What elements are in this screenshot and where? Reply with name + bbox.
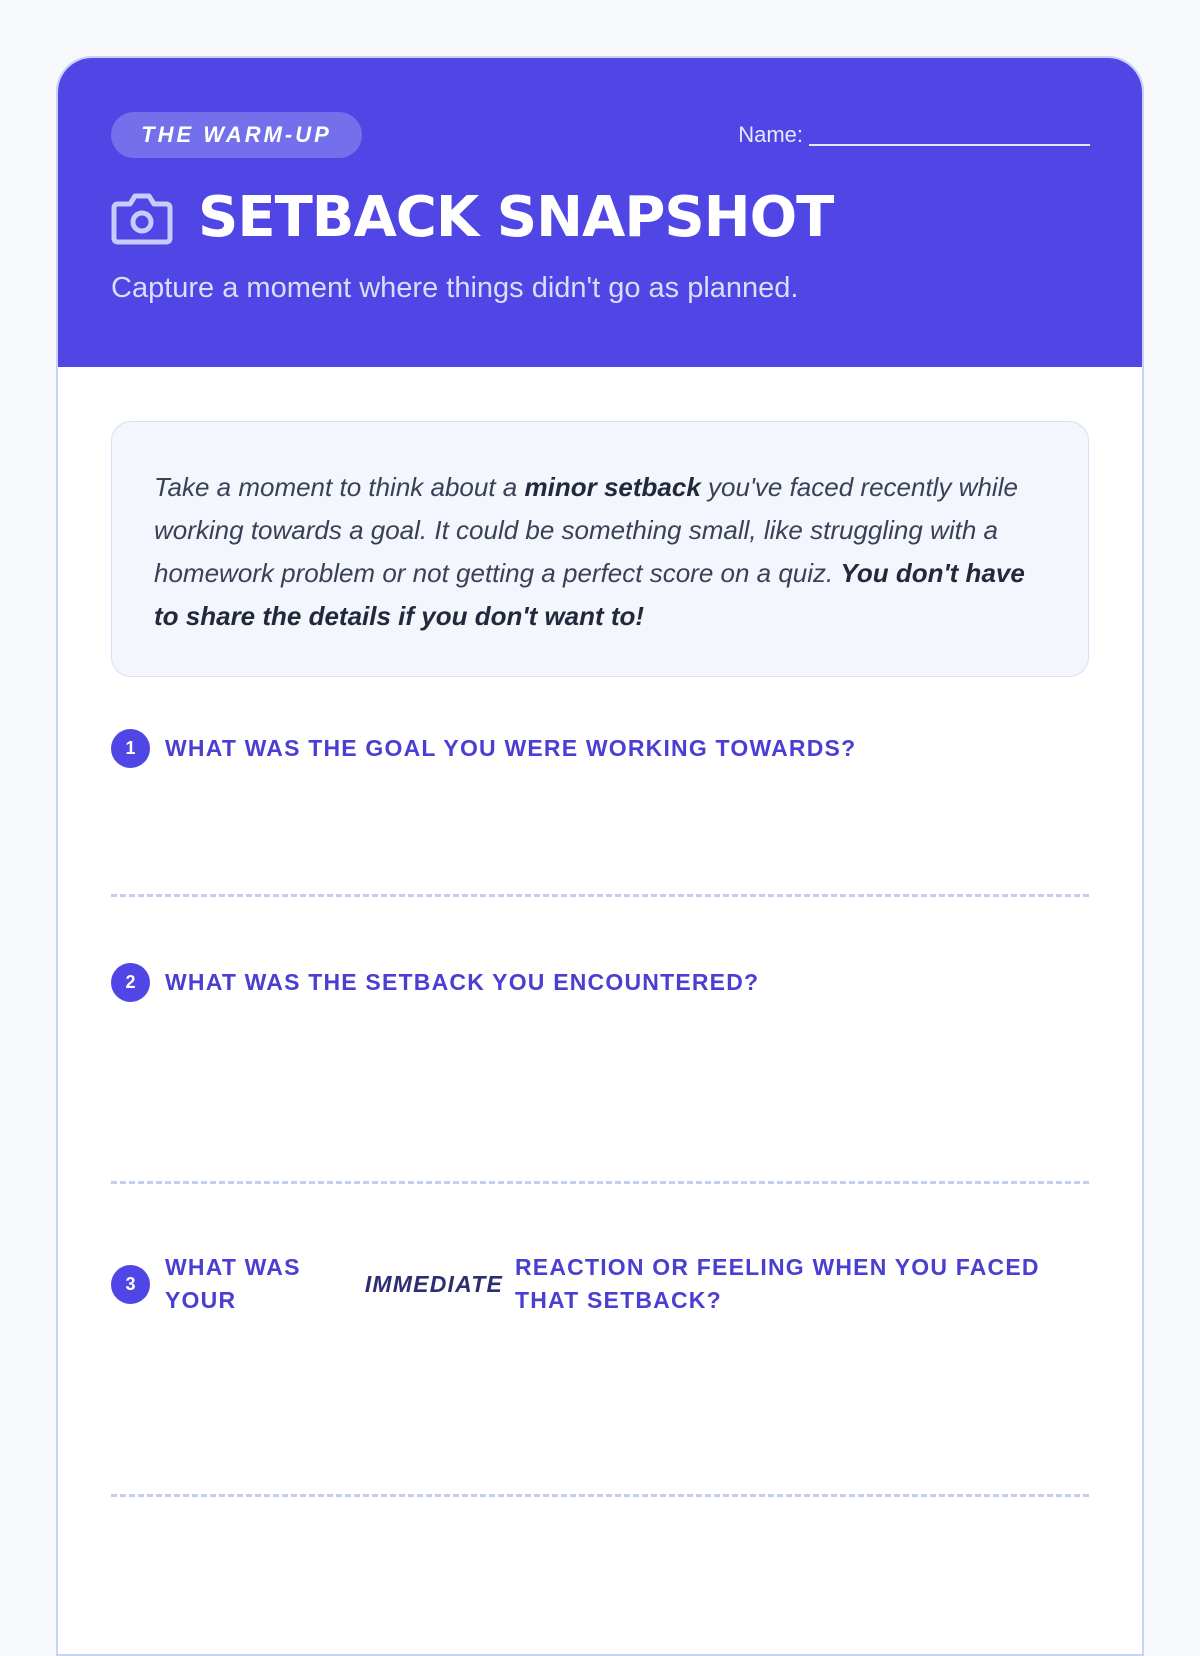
question-2	[111, 963, 1089, 1002]
name-blank-line[interactable]	[809, 144, 1090, 146]
question-3	[111, 1251, 1089, 1317]
worksheet-header	[58, 58, 1142, 367]
question-number-badge: 1	[111, 729, 150, 768]
page-title: SETBACK SNAPSHOT	[198, 185, 834, 250]
answer-line-3[interactable]	[111, 1494, 1089, 1497]
question-number-badge: 3	[111, 1265, 150, 1304]
section-badge-label: THE WARM-UP	[141, 122, 332, 147]
answer-line-1[interactable]	[111, 894, 1089, 897]
camera-icon	[110, 190, 174, 246]
name-field[interactable]	[738, 120, 1090, 148]
instructions-emphasis-2: You don't have to share the details if you don't want to!	[154, 558, 1025, 631]
instructions-emphasis-1: minor setback	[524, 472, 701, 502]
question-text-end: REACTION OR FEELING WHEN YOU FACED THAT SETBACK?	[515, 1254, 1040, 1313]
page-subtitle: Capture a moment where things didn't go as planned.	[111, 272, 799, 304]
name-label: Name:	[738, 122, 803, 147]
instructions-part-2: you've faced recently while working towards a goal. It could be something small, like struggling with a homework problem or not getting a perfect score on a quiz.	[154, 472, 1018, 588]
question-text: WHAT WAS THE GOAL YOU WERE WORKING TOWARDS?	[165, 735, 857, 761]
section-badge	[111, 112, 362, 158]
question-text: WHAT WAS THE SETBACK YOU ENCOUNTERED?	[165, 969, 760, 995]
worksheet-card	[56, 56, 1144, 1656]
question-emphasis: IMMEDIATE	[364, 1270, 503, 1297]
instructions-part-1: Take a moment to think about a	[154, 472, 525, 502]
instructions-text	[154, 466, 1046, 638]
question-1	[111, 729, 1089, 768]
question-text-start: WHAT WAS YOUR	[165, 1254, 301, 1313]
question-number-badge: 2	[111, 963, 150, 1002]
answer-line-2[interactable]	[111, 1181, 1089, 1184]
instructions-box	[111, 421, 1089, 677]
